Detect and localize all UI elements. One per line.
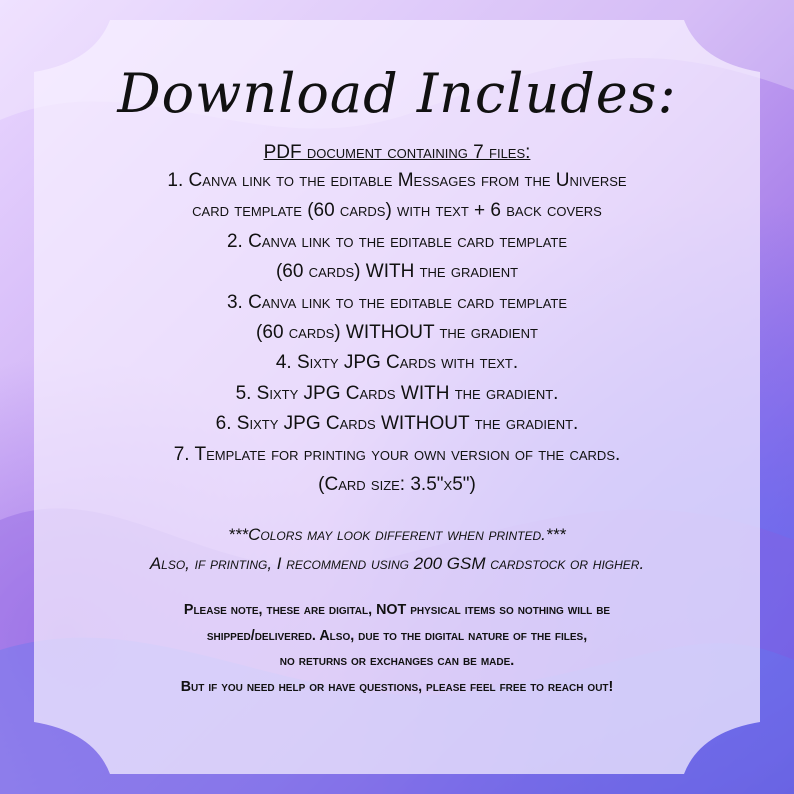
list-item: (Card size: 3.5"x5") <box>318 474 476 496</box>
list-item: card template (60 cards) with text + 6 back covers <box>192 200 602 222</box>
disclaimer-line: no returns or exchanges can be made. <box>279 653 515 670</box>
page-title: Download Includes: <box>117 62 677 125</box>
disclaimer-line: shipped/delivered. Also, due to the digital nature of the files, <box>206 627 588 644</box>
printing-notes <box>40 520 754 578</box>
disclaimer-line: Please note, these are digital, NOT physical items so nothing will be <box>183 602 611 619</box>
list-item: 7. Template for printing your own version of the cards. <box>173 443 621 465</box>
digital-disclaimer <box>40 598 754 700</box>
list-item: 3. Canva link to the editable card template <box>226 291 568 313</box>
list-item: 6. Sixty JPG Cards WITHOUT the gradient. <box>215 413 579 435</box>
included-files-list <box>40 166 754 500</box>
list-item: 4. Sixty JPG Cards with text. <box>275 352 519 374</box>
list-item: (60 cards) WITH the gradient <box>275 261 519 283</box>
files-heading: PDF document containing 7 files: <box>263 142 531 163</box>
list-item: 5. Sixty JPG Cards WITH the gradient. <box>235 382 559 404</box>
disclaimer-line: But if you need help or have questions, please feel free to reach out! <box>180 678 614 695</box>
download-includes-content <box>40 58 754 700</box>
list-item: 1. Canva link to the editable Messages from the Universe <box>167 170 627 191</box>
cardstock-note: Also, if printing, I recommend using 200 GSM cardstock or higher. <box>149 554 645 574</box>
list-item: (60 cards) WITHOUT the gradient <box>256 322 538 344</box>
color-note: ***Colors may look different when printed.*** <box>228 525 566 545</box>
list-item: 2. Canva link to the editable card template <box>226 230 568 252</box>
